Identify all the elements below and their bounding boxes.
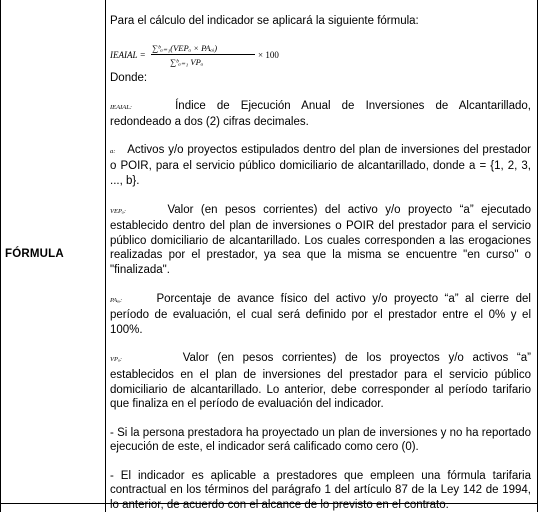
formula-fraction-bar	[151, 54, 255, 55]
definition-text: Valor (en pesos corrientes) de los proyectos y/o activos “a” establecidos en el plan de inversiones del prestador para el servicio público domiciliario de alcantarillado. Lo anterior, debe corresponder al período tarifario que finaliza en el período de evaluación del indicador.	[110, 352, 531, 411]
donde-label: Donde:	[110, 72, 148, 84]
definition-ieaial	[110, 99, 531, 130]
definitions-block	[110, 71, 531, 513]
formula-denominator: ∑ᵇₐ₌₁ VPₐ	[170, 57, 204, 67]
definition-vp	[110, 351, 531, 411]
note-no-execution: - Si la persona prestadora ha proyectado un plan de inversiones y no ha reportado ejecución de este, el indicador será calificado como cero (0).	[110, 426, 531, 454]
formula-numerator: ∑ᵇₐ₌₁(VEPₐ × PAₐᵢ)	[152, 43, 218, 53]
formula-cell	[110, 14, 531, 29]
definition-pa	[110, 292, 531, 338]
definition-a	[110, 143, 531, 189]
formula-expression	[110, 40, 310, 70]
definition-vep	[110, 203, 531, 278]
definition-symbol: VEPₐ:	[110, 207, 126, 215]
definition-symbol: IEAIAL:	[110, 103, 133, 111]
definition-symbol: PAₐᵢ:	[110, 296, 123, 304]
definition-symbol: VPₐ:	[110, 356, 123, 364]
formula-multiplier: × 100	[258, 50, 279, 60]
definition-text: Índice de Ejecución Anual de Inversiones de Alcantarillado, redondeado a dos (2) cifras decimales.	[110, 99, 531, 129]
intro-text: Para el cálculo del indicador se aplicará la siguiente fórmula:	[110, 15, 419, 27]
definition-text: Activos y/o proyectos estipulados dentro del plan de inversiones del prestador o POIR, para el servicio público domiciliario de alcantarillado, donde a = {1, 2, 3, ..., b}.	[110, 143, 532, 187]
table-border-right	[537, 0, 538, 512]
note-contractual-tariff: - El indicador es aplicable a prestadores que empleen una fórmula tarifaria contractual en los términos del parágrafo 1 del artículo 87 de la Ley 142 de 1994, lo anterior, de acuerdo con el alcance de lo previsto en el contrato.	[110, 469, 531, 512]
table-border-left	[0, 0, 1, 512]
definition-symbol: a:	[110, 147, 116, 155]
definition-text: Valor (en pesos corrientes) del activo y/o proyecto “a” ejecutado establecido dentro del plan de inversiones o POIR del prestador para el servicio público domiciliario de alcantarillado. Los cuales corresponden a las erogaciones realizadas por el prestador, ya sea que la misma se encuentre "en curso" o "finalizada".	[110, 203, 531, 276]
formula-lhs: IEAIAL =	[110, 50, 146, 60]
definition-text: Porcentaje de avance físico del activo y/o proyecto “a” al cierre del período de evaluación, el cual será definido por el prestador entre el 0% y el 100%.	[110, 292, 531, 336]
row-label-formula: FÓRMULA	[5, 248, 64, 260]
column-divider	[105, 0, 106, 512]
